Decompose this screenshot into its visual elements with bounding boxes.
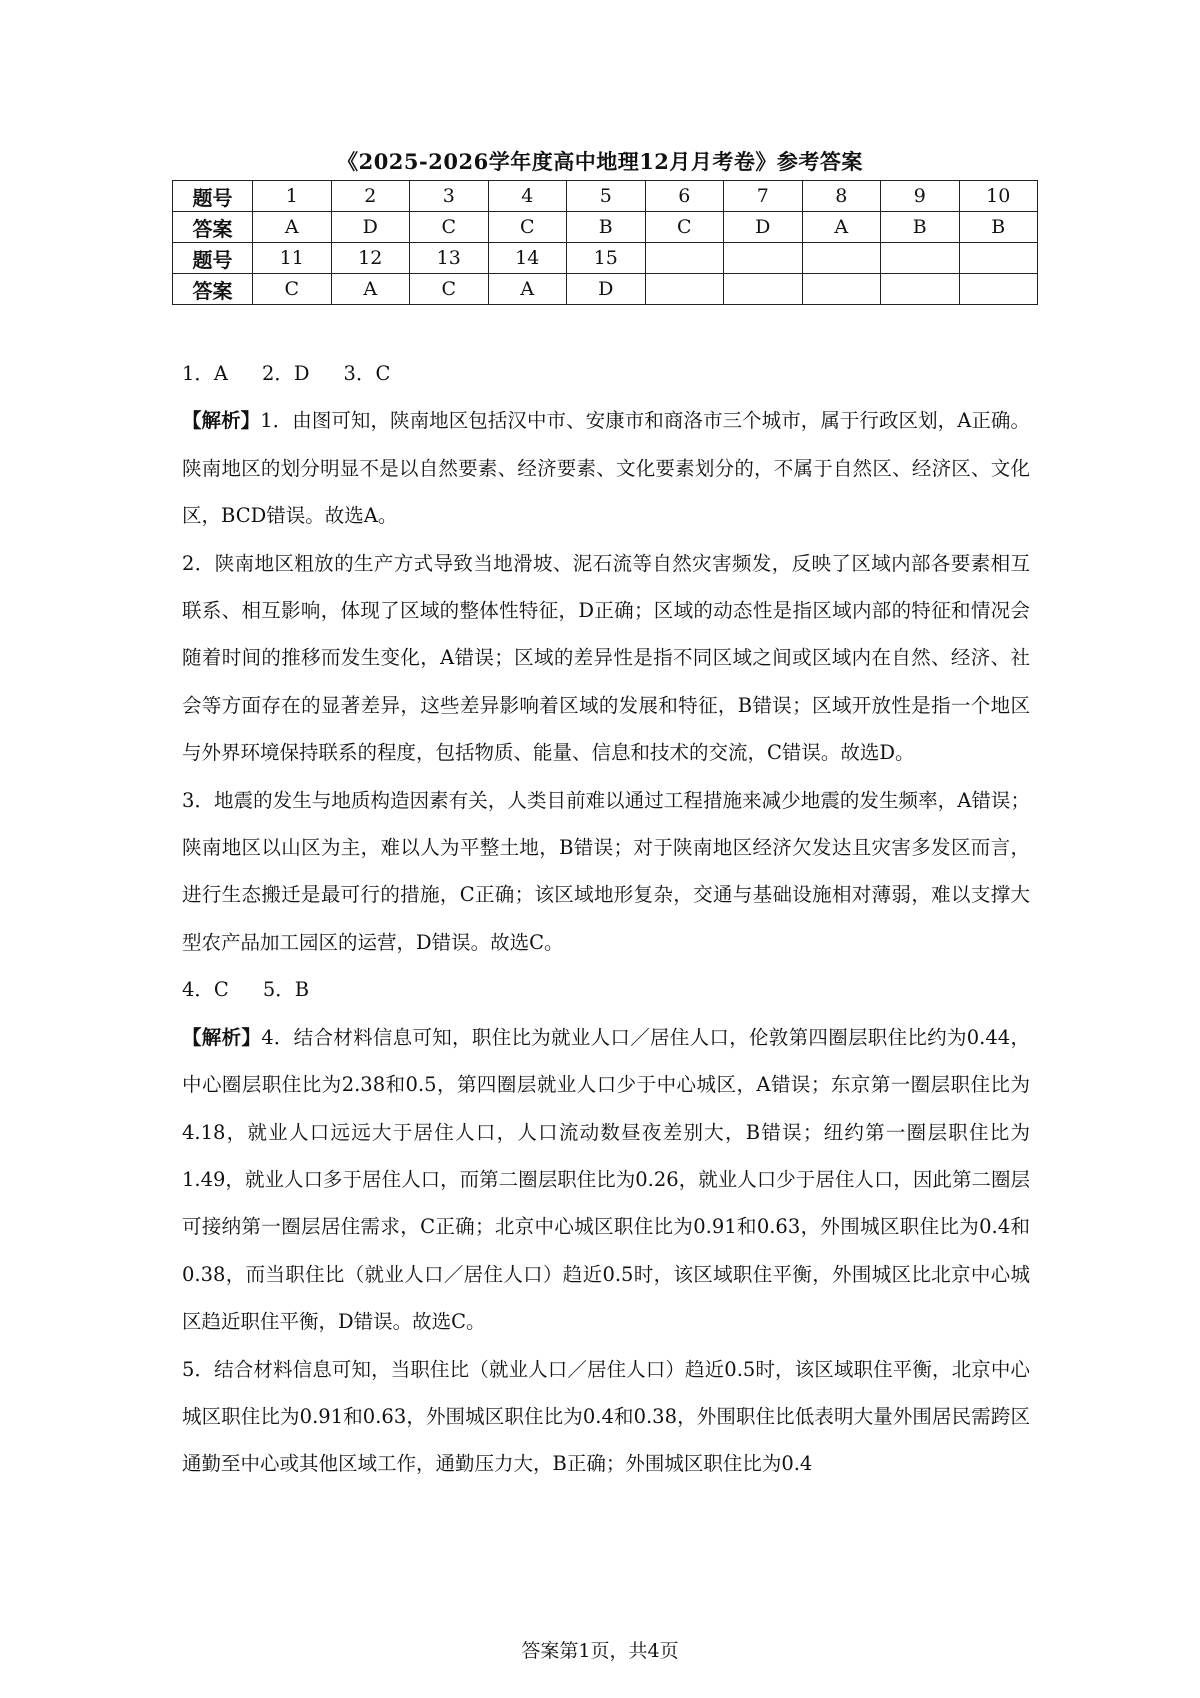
answer-table xyxy=(172,180,1038,305)
table-cell: 15 xyxy=(567,243,646,274)
explanation-1 xyxy=(182,397,1030,539)
table-cell xyxy=(645,274,724,305)
table-cell xyxy=(802,274,881,305)
table-cell: 2 xyxy=(331,181,410,212)
analysis-tag: 【解析】 xyxy=(182,1025,262,1049)
table-cell: B xyxy=(881,212,960,243)
table-cell xyxy=(724,274,803,305)
answer-summary-1-3 xyxy=(182,350,1030,397)
explanation-text: 5．结合材料信息可知，当职住比（就业人口／居住人口）趋近0.5时，该区域职住平衡，北京中心城区职住比为0.91和0.63，外围城区职住比为0.4和0.38，外围职住比低表明大量外围居民需跨区通勤至中心或其他区域工作，通勤压力大，B正确；外围城区职住比为0.4 xyxy=(182,1357,1030,1476)
row-label: 答案 xyxy=(173,212,253,243)
table-cell: 6 xyxy=(645,181,724,212)
table-cell: B xyxy=(959,212,1038,243)
answer-item: 1．A xyxy=(182,362,228,385)
table-cell: 3 xyxy=(410,181,489,212)
explanation-text: 4．结合材料信息可知，职住比为就业人口／居住人口，伦敦第四圈层职住比约为0.44，中心圈层职住比为2.38和0.5，第四圈层就业人口少于中心城区，A错误；东京第一圈层职住比为4.18，就业人口远远大于居住人口，人口流动数昼夜差别大，B错误；纽约第一圈层职住比为1.49，就业人口多于居住人口，而第二圈层职住比为0.26，就业人口少于居住人口，因此第二圈层可接纳第一圈层居住需求，C正确；北京中心城区职住比为0.91和0.63，外围城区职住比为0.4和0.38，而当职住比（就业人口／居住人口）趋近0.5时，该区域职住平衡，外围城区比北京中心城区趋近职住平衡，D错误。故选C。 xyxy=(182,1025,1030,1334)
answer-item: 5．B xyxy=(262,978,310,1002)
answer-summary-4-5 xyxy=(182,966,1030,1013)
table-cell xyxy=(802,243,881,274)
table-cell xyxy=(881,243,960,274)
table-cell: A xyxy=(253,212,332,243)
table-cell: 4 xyxy=(488,181,567,212)
analysis-tag: 【解析】 xyxy=(182,409,261,433)
table-cell xyxy=(959,243,1038,274)
table-cell xyxy=(881,274,960,305)
explanation-2 xyxy=(182,540,1030,777)
table-cell: 7 xyxy=(724,181,803,212)
table-row xyxy=(173,212,1038,243)
table-cell: 13 xyxy=(410,243,489,274)
table-cell: 10 xyxy=(959,181,1038,212)
table-cell: D xyxy=(331,212,410,243)
page-title: 《2025-2026学年度高中地理12月月考卷》参考答案 xyxy=(337,149,863,174)
answer-item: 3．C xyxy=(343,362,391,385)
row-label: 答案 xyxy=(173,274,253,305)
explanation-3 xyxy=(182,777,1030,967)
table-cell: C xyxy=(410,274,489,305)
table-cell: 5 xyxy=(567,181,646,212)
table-cell: 8 xyxy=(802,181,881,212)
table-row xyxy=(173,181,1038,212)
answer-item: 2．D xyxy=(262,362,310,385)
table-cell: D xyxy=(567,274,646,305)
table-row xyxy=(173,274,1038,305)
explanation-text: 2．陕南地区粗放的生产方式导致当地滑坡、泥石流等自然灾害频发，反映了区域内部各要素相互联系、相互影响，体现了区域的整体性特征，D正确；区域的动态性是指区域内部的特征和情况会随着时间的推移而发生变化，A错误；区域的差异性是指不同区域之间或区域内在自然、经济、社会等方面存在的显著差异，这些差异影响着区域的发展和特征，B错误；区域开放性是指一个地区与外界环境保持联系的程度，包括物质、能量、信息和技术的交流，C错误。故选D。 xyxy=(182,551,1030,765)
table-cell: 1 xyxy=(253,181,332,212)
answer-item: 4．C xyxy=(182,978,229,1002)
table-cell: C xyxy=(645,212,724,243)
table-cell xyxy=(959,274,1038,305)
table-cell xyxy=(724,243,803,274)
explanation-text: 3．地震的发生与地质构造因素有关，人类目前难以通过工程措施来减少地震的发生频率，A错误；陕南地区以山区为主，难以人为平整土地，B错误；对于陕南地区经济欠发达且灾害多发区而言，进行生态搬迁是最可行的措施，C正确；该区域地形复杂，交通与基础设施相对薄弱，难以支撑大型农产品加工园区的运营，D错误。故选C。 xyxy=(182,788,1030,954)
row-label: 题号 xyxy=(173,243,253,274)
table-cell: 9 xyxy=(881,181,960,212)
table-cell: C xyxy=(253,274,332,305)
table-row xyxy=(173,243,1038,274)
table-cell: 11 xyxy=(253,243,332,274)
page-footer: 答案第1页，共4页 xyxy=(521,1640,679,1662)
explanation-text: 1．由图可知，陕南地区包括汉中市、安康市和商洛市三个城市，属于行政区划，A正确。陕南地区的划分明显不是以自然要素、经济要素、文化要素划分的，不属于自然区、经济区、文化区，BCD错误。故选A。 xyxy=(182,409,1030,528)
table-cell: A xyxy=(802,212,881,243)
table-cell: 12 xyxy=(331,243,410,274)
table-cell: A xyxy=(331,274,410,305)
explanations xyxy=(182,350,1030,1488)
table-cell: D xyxy=(724,212,803,243)
table-cell: C xyxy=(488,212,567,243)
table-cell: B xyxy=(567,212,646,243)
explanation-5 xyxy=(182,1346,1030,1488)
table-cell: C xyxy=(410,212,489,243)
table-cell xyxy=(645,243,724,274)
row-label: 题号 xyxy=(173,181,253,212)
table-cell: A xyxy=(488,274,567,305)
explanation-4 xyxy=(182,1014,1030,1346)
table-cell: 14 xyxy=(488,243,567,274)
